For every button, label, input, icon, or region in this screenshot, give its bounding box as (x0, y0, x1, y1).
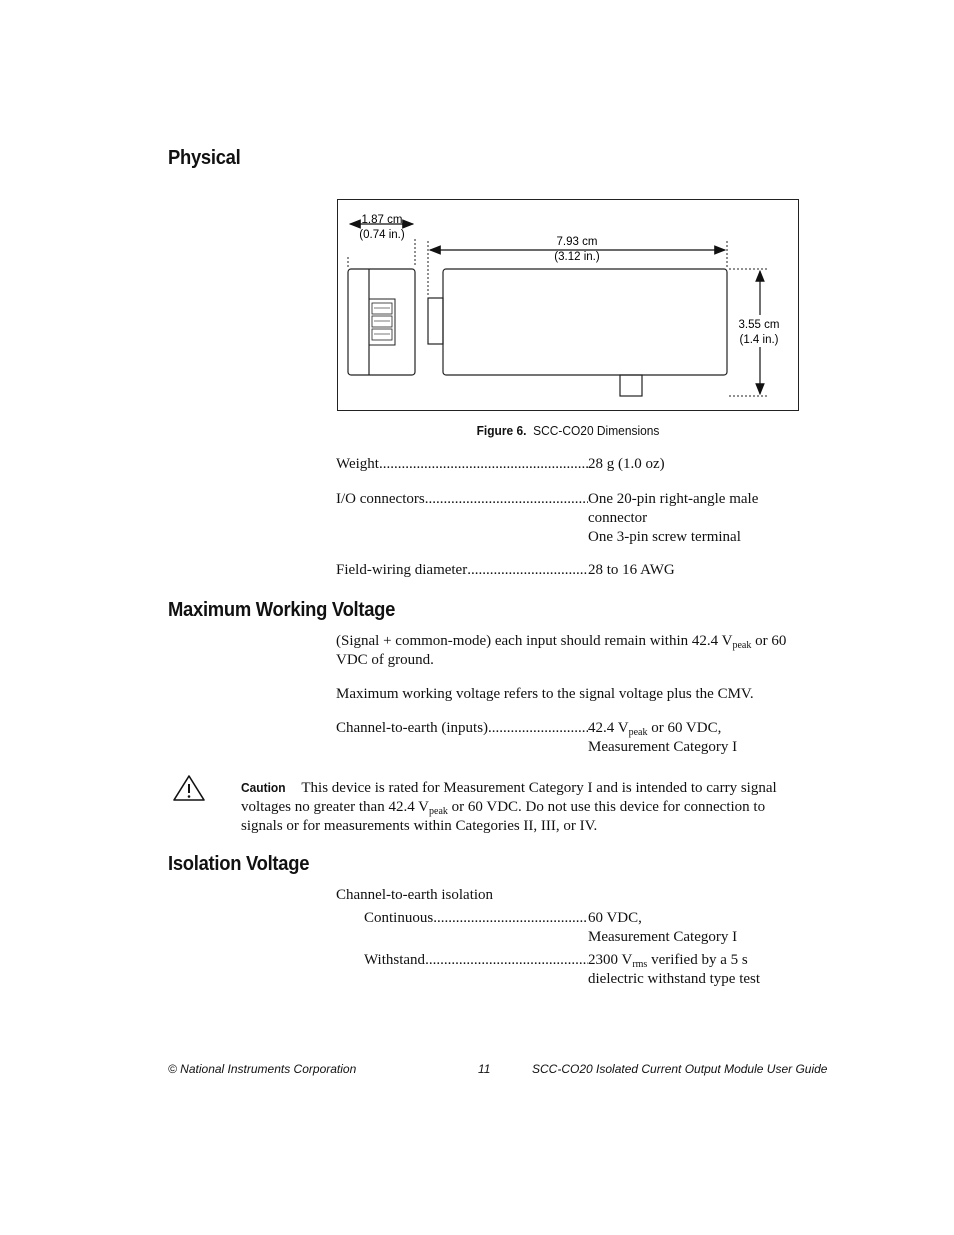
section-heading-max-working-voltage: Maximum Working Voltage (168, 599, 396, 621)
dimensions-diagram (337, 199, 799, 411)
connector-stub (428, 298, 443, 344)
spec-field-wiring (336, 561, 800, 580)
spec-label: Weight (336, 456, 379, 472)
spec-io-connectors (336, 490, 800, 547)
mwv-paragraph: (Signal + common-mode) each input should remain within 42.4 $V_{peak}$ or 60 VDC of ground. (336, 633, 787, 668)
caution-label: Caution (241, 780, 286, 795)
spec-value: 42.4 $V_{peak}$ or 60 VDC, (588, 720, 722, 738)
spec-value: 60 VDC, (588, 910, 642, 926)
width-label-cm: 1.87 cm (361, 214, 403, 226)
dimensions-figure (337, 199, 799, 411)
isolation-subheading: Channel-to-earth isolation (336, 887, 494, 903)
screw-terminal (369, 299, 395, 345)
spec-continuous (336, 909, 800, 947)
section-heading-isolation-voltage: Isolation Voltage (168, 853, 310, 875)
spec-value: Measurement Category I (588, 929, 738, 945)
spec-value: One 3-pin screw terminal (588, 529, 741, 545)
spec-value: 28 g (1.0 oz) (588, 456, 665, 472)
module-outline (443, 269, 727, 375)
spec-value: One 20-pin right-angle male connector (588, 491, 759, 526)
spec-label: Continuous (364, 910, 434, 926)
mwv-definition: Maximum working voltage refers to the signal voltage plus the CMV. (336, 686, 754, 702)
spec-value: 2300 $V_{rms}$ verified by a 5 s dielectric withstand type test (588, 952, 761, 987)
spec-label: Withstand (364, 952, 426, 968)
figure-number: Figure 6. (476, 423, 527, 438)
figure-caption (355, 423, 780, 438)
spec-value: 28 to 16 AWG (588, 562, 675, 578)
footer-doc-title: SCC-CO20 Isolated Current Output Module User Guide (532, 1062, 828, 1076)
spec-weight (336, 455, 800, 474)
width-label-in: (0.74 in.) (359, 229, 405, 241)
length-label-in: (3.12 in.) (554, 251, 600, 263)
figure-caption-text: SCC-CO20 Dimensions (533, 423, 660, 438)
spec-label: Channel-to-earth (inputs) (336, 720, 489, 736)
warning-icon (172, 774, 206, 802)
footer-page-number: 11 (478, 1062, 491, 1076)
spec-label: Field-wiring diameter (336, 562, 468, 578)
bottom-tab (620, 375, 642, 396)
height-label-in: (1.4 in.) (739, 334, 779, 346)
spec-value: Measurement Category I (588, 739, 738, 755)
side-view-outline (348, 269, 415, 375)
length-label-cm: 7.93 cm (556, 236, 598, 248)
caution-note: Caution This device is rated for Measurement Category I and is intended to carry signal voltages no greater than 42.4 $V_{peak}$ or 60 VDC. Do not use this device for connection to signals or for measurements within Categories II, III, or IV. (241, 780, 777, 834)
spec-label: I/O connectors (336, 491, 425, 507)
height-label-cm: 3.55 cm (738, 319, 780, 331)
spec-withstand (336, 951, 800, 989)
section-heading-physical: Physical (168, 147, 241, 169)
footer-copyright: © National Instruments Corporation (168, 1062, 357, 1076)
spec-channel-to-earth (336, 719, 800, 757)
